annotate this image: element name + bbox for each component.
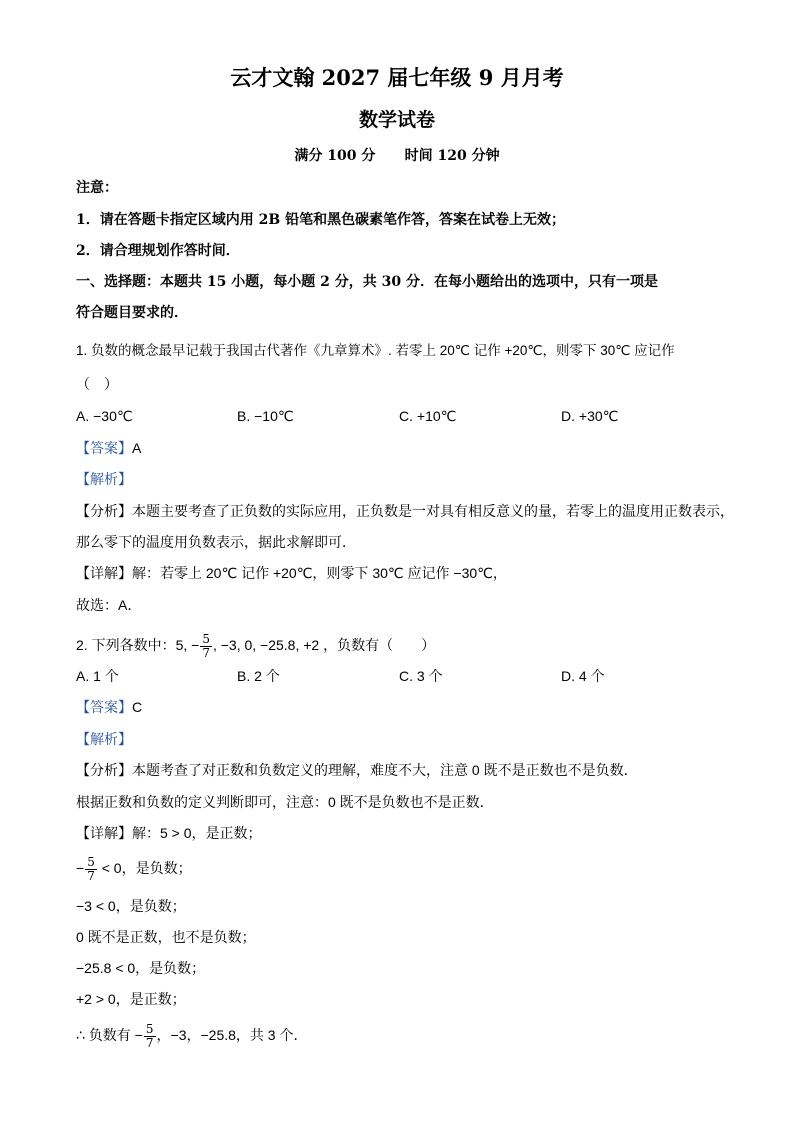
q2-answer-value: C xyxy=(132,699,143,715)
q2-stem-fraction-den: 7 xyxy=(202,645,210,660)
q2-option-c: C. 3 个 xyxy=(399,668,443,684)
q2-stem-prefix: 2. 下列各数中：5, − xyxy=(76,637,200,653)
q2-final-prefix: ∴ 负数有 − xyxy=(76,1027,143,1043)
q2-option-d: D. 4 个 xyxy=(561,668,605,684)
exam-title: 云才文翰 2027 届七年级 9 月月考 xyxy=(230,65,564,90)
q1-detail xyxy=(76,563,507,583)
notes-item-1: 1．请在答题卡指定区域内用 2B 铅笔和黑色碳素笔作答，答案在试卷上无效； xyxy=(76,212,566,228)
q2-option-a: A. 1 个 xyxy=(76,668,119,684)
q2-final-fraction-den: 7 xyxy=(145,1035,154,1050)
q2-option-b: B. 2 个 xyxy=(237,668,280,684)
q2-final xyxy=(76,1020,307,1050)
q2-step-fraction-num: 5 xyxy=(87,854,95,869)
q2-detail-tag: 【详解】 xyxy=(76,825,132,841)
q2-analysis-tag: 【解析】 xyxy=(76,731,132,747)
q1-detail-tag: 【详解】 xyxy=(76,565,132,581)
q2-fenxi-text: 本题考查了对正数和负数定义的理解，难度不大，注意 0 既不是正数也不是负数． xyxy=(132,762,638,778)
q1-stem: 1. 负数的概念最早记载于我国古代著作《九章算术》. 若零上 20℃ 记作 +20℃，则零下 30℃ 应记作 xyxy=(76,343,675,358)
exam-meta: 满分 100 分 时间 120 分钟 xyxy=(294,148,500,164)
q2-final-suffix: ，−3，−25.8，共 3 个． xyxy=(156,1027,308,1043)
q1-answer-tag: 【答案】 xyxy=(76,440,132,456)
q2-step-fraction-suffix: < 0，是负数； xyxy=(97,860,192,876)
q2-answer xyxy=(76,697,142,717)
q2-stem-suffix: , −3, 0, −25.8, +2 ，负数有（ ） xyxy=(212,637,436,653)
q2-step-4: −25.8 < 0，是负数； xyxy=(76,960,206,976)
q1-option-b: B. −10℃ xyxy=(237,408,294,424)
q2-step-2: −3 < 0，是负数； xyxy=(76,898,186,914)
q2-step-fraction-prefix: − xyxy=(76,860,85,876)
q2-detail xyxy=(76,823,262,843)
q1-fenxi-tag: 【分析】 xyxy=(76,503,132,519)
q2-stem-fraction xyxy=(200,633,212,660)
section-1-heading-cont: 符合题目要求的． xyxy=(76,305,188,321)
q2-fenxi-tag: 【分析】 xyxy=(76,762,132,778)
q2-final-fraction-num: 5 xyxy=(145,1021,154,1036)
q1-fenxi xyxy=(76,501,734,521)
q2-answer-tag: 【答案】 xyxy=(76,699,132,715)
q2-step-3: 0 既不是正数，也不是负数； xyxy=(76,929,256,945)
q1-option-a: A. −30℃ xyxy=(76,408,133,424)
q1-answer-value: A xyxy=(132,440,142,456)
q2-step-fraction xyxy=(76,853,192,883)
q2-step-fraction-value xyxy=(85,856,97,883)
section-1-heading: 一、选择题：本题共 15 小题，每小题 2 分，共 30 分．在每小题给出的选项中，只有一项是 xyxy=(76,274,658,290)
q2-fenxi-cont: 根据正数和负数的定义判断即可，注意：0 既不是负数也不是正数． xyxy=(76,794,494,810)
q1-fenxi-text: 本题主要考查了正负数的实际应用，正负数是一对具有相反意义的量，若零上的温度用正数表示， xyxy=(132,503,734,519)
q1-answer xyxy=(76,438,141,458)
q1-analysis-tag: 【解析】 xyxy=(76,471,132,487)
q2-fenxi xyxy=(76,760,638,780)
q1-detail-text: 解：若零上 20℃ 记作 +20℃，则零下 30℃ 应记作 −30℃， xyxy=(132,565,507,581)
q2-final-fraction xyxy=(144,1023,156,1050)
q1-fenxi-cont: 那么零下的温度用负数表示，据此求解即可． xyxy=(76,534,356,550)
q2-detail-text: 解：5 > 0，是正数； xyxy=(132,825,262,841)
exam-subtitle: 数学试卷 xyxy=(358,109,435,131)
q2-stem-fraction-num: 5 xyxy=(202,631,210,646)
q1-option-d: D. +30℃ xyxy=(561,408,619,424)
q1-conclusion: 故选：A． xyxy=(76,597,142,613)
q2-step-fraction-den: 7 xyxy=(87,868,95,883)
q2-step-5: +2 > 0，是正数； xyxy=(76,991,186,1007)
q1-paren: （ ） xyxy=(76,376,118,392)
notes-heading: 注意： xyxy=(76,180,118,196)
notes-item-2: 2．请合理规划作答时间． xyxy=(76,243,240,259)
q2-stem xyxy=(76,630,435,660)
q1-option-c: C. +10℃ xyxy=(399,408,457,424)
